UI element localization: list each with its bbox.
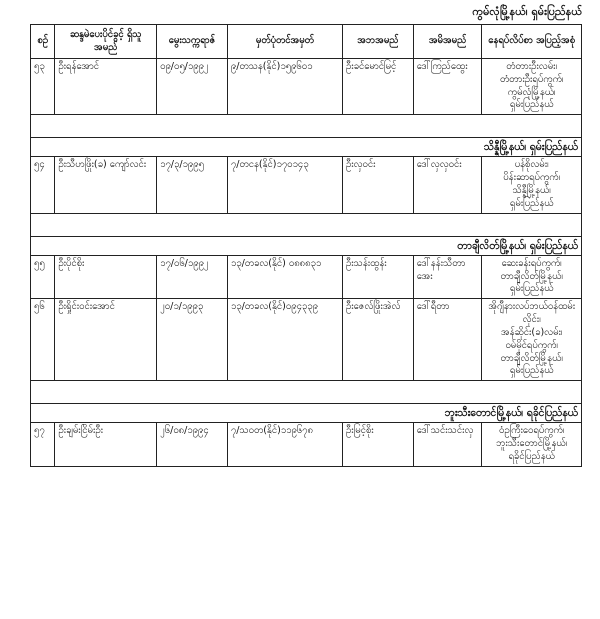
cell-nrc: ၉/တသန(နိုင်)၁၅၉၆၀၁ bbox=[227, 59, 342, 115]
section-region-row bbox=[31, 404, 582, 423]
header-no: စဉ် bbox=[31, 25, 55, 59]
cell-no: ၅၃ bbox=[31, 59, 55, 115]
cell-nrc: ၇/သဝတ(နိုင်)၁၁၉၆၇၈ bbox=[227, 423, 342, 466]
cell-father: ဦးဇေလ်ဖြိုးအဲလ် bbox=[342, 299, 413, 381]
voter-table bbox=[30, 24, 582, 467]
address-line: ပန်စိုလမ်း၊ bbox=[514, 159, 549, 171]
cell-dob: ၂၆/၀၈/၁၉၉၄ bbox=[157, 423, 228, 466]
cell-name: ဦးပိုင်စိုး bbox=[55, 255, 157, 298]
cell-mother: ဒေါ်လှလှဝင်း bbox=[413, 157, 482, 213]
cell-address bbox=[482, 255, 582, 298]
cell-father: ဦးမြင့်စိုး bbox=[342, 423, 413, 466]
address-line: ရှမ်းပြည်နယ် bbox=[509, 197, 554, 209]
section-spacer bbox=[31, 381, 582, 404]
address-line: ဝမ်မိုင်ရပ်ကွက်၊ bbox=[505, 339, 558, 351]
cell-dob: ၁၇/၀၆/၁၉၉၂ bbox=[157, 255, 228, 298]
cell-address bbox=[482, 157, 582, 213]
spacer-cell bbox=[31, 213, 582, 236]
address-line: ကွမ်လုံမြို့နယ်၊ bbox=[507, 86, 556, 98]
table-row bbox=[31, 423, 582, 466]
spacer-cell bbox=[31, 115, 582, 138]
section-region-heading: ဘူးသီးတောင်မြို့နယ်၊ ရခိုင်ပြည်နယ် bbox=[31, 404, 582, 423]
address-line: တာချီလိတ်မြို့နယ်၊ bbox=[500, 270, 563, 282]
address-line: တံတားဦးလမ်း၊ bbox=[506, 61, 558, 72]
section-spacer bbox=[31, 115, 582, 138]
top-region-heading: ကွမ်လုံမြို့နယ်၊ ရှမ်းပြည်နယ် bbox=[472, 5, 582, 18]
spacer-cell bbox=[31, 381, 582, 404]
cell-father: ဦးခင်မောင်မြင့် bbox=[342, 59, 413, 115]
header-name: ဆန္ဒမဲပေးပိုင်ခွင့် ရှိသူအမည် bbox=[55, 25, 157, 59]
address-line: သိန္နီမြို့နယ်၊ bbox=[512, 185, 551, 197]
table-row bbox=[31, 157, 582, 213]
header-row bbox=[31, 25, 582, 59]
header-father: အဘအမည် bbox=[342, 25, 413, 59]
address-line: ဆေးခန်းရပ်ကွက်၊ bbox=[501, 257, 562, 269]
cell-nrc: ၇/တငန(နိုင်)၁၇၀၁၄၃ bbox=[227, 157, 342, 213]
section-region-heading: တာချီလိတ်မြို့နယ်၊ ရှမ်းပြည်နယ် bbox=[31, 236, 582, 255]
cell-dob: ၂၀/၁/၁၉၉၃ bbox=[157, 299, 228, 381]
table-row bbox=[31, 299, 582, 381]
address-line: ရခိုင်ပြည်နယ် bbox=[508, 450, 555, 462]
address-line: ရှမ်းပြည်နယ် bbox=[509, 283, 554, 295]
cell-mother: ဒေါ်ရီတာ bbox=[413, 299, 482, 381]
cell-nrc: ၁၃/တခလ(နိုင်) ၀၈၈၈၃၁ bbox=[227, 255, 342, 298]
cell-nrc: ၁၃/တခလ(နိုင်)၀၉၄၃၃၉ bbox=[227, 299, 342, 381]
cell-mother: ဒေါ်နန်းသီတာအေး bbox=[413, 255, 482, 298]
address-line: ရှမ်းပြည်နယ် bbox=[509, 99, 554, 111]
header-mother: အမိအမည် bbox=[413, 25, 482, 59]
cell-address bbox=[482, 423, 582, 466]
address-line: အိုဂျီနားလပ်ဘယ်ဝန်ထမ်းလိုင်း၊ bbox=[488, 301, 576, 326]
address-line: ပိန်းဆာရပ်ကွက်၊ bbox=[503, 172, 561, 184]
table-row bbox=[31, 59, 582, 115]
table-row bbox=[31, 255, 582, 298]
address-line: တံတားဦးရပ်ကွက်၊ bbox=[499, 73, 564, 85]
section-region-row bbox=[31, 138, 582, 157]
cell-no: ၅၇ bbox=[31, 423, 55, 466]
header-nrc: မှတ်ပုံတင်အမှတ် bbox=[227, 25, 342, 59]
cell-no: ၅၆ bbox=[31, 299, 55, 381]
cell-address bbox=[482, 299, 582, 381]
cell-father: ဦးလှဝင်း bbox=[342, 157, 413, 213]
cell-name: ဦးရှိုင်းဝင်းအောင် bbox=[55, 299, 157, 381]
address-line: ဝံဥကြီးဝေရပ်ကွက်၊ bbox=[498, 425, 565, 437]
cell-father: ဦးသန်းထွန်း bbox=[342, 255, 413, 298]
header-dob: မွေးသက္ကရာဇ် bbox=[157, 25, 228, 59]
address-line: အန်ဆိုင်း(ခ)လမ်း၊ bbox=[500, 326, 563, 338]
address-line: ဘူးသီးတောင်မြို့နယ်၊ bbox=[496, 438, 568, 450]
cell-no: ၅၅ bbox=[31, 255, 55, 298]
cell-dob: ၁၇/၃/၁၉၉၅ bbox=[157, 157, 228, 213]
header-address: နေရပ်လိပ်စာ အပြည့်အစုံ bbox=[482, 25, 582, 59]
cell-dob: ၀၉/၀၅/၁၉၉၂ bbox=[157, 59, 228, 115]
cell-name: ဦးချမ်းငြိမ်းဦး bbox=[55, 423, 157, 466]
address-line: ရှမ်းပြည်နယ် bbox=[509, 365, 554, 377]
cell-mother: ဒေါ်ကြည်ထွေး bbox=[413, 59, 482, 115]
section-region-heading: သိန္နီမြို့နယ်၊ ရှမ်းပြည်နယ် bbox=[31, 138, 582, 157]
cell-address bbox=[482, 59, 582, 115]
section-spacer bbox=[31, 213, 582, 236]
cell-no: ၅၄ bbox=[31, 157, 55, 213]
section-region-row bbox=[31, 236, 582, 255]
cell-name: ဦးရန်အောင် bbox=[55, 59, 157, 115]
address-line: တာချီလိတ်မြို့နယ်၊ bbox=[500, 352, 563, 364]
cell-mother: ဒေါ်သင်းသင်းလှ bbox=[413, 423, 482, 466]
cell-name: ဦးသီဟဖြိုး(ခ) ကျော်လင်း bbox=[55, 157, 157, 213]
